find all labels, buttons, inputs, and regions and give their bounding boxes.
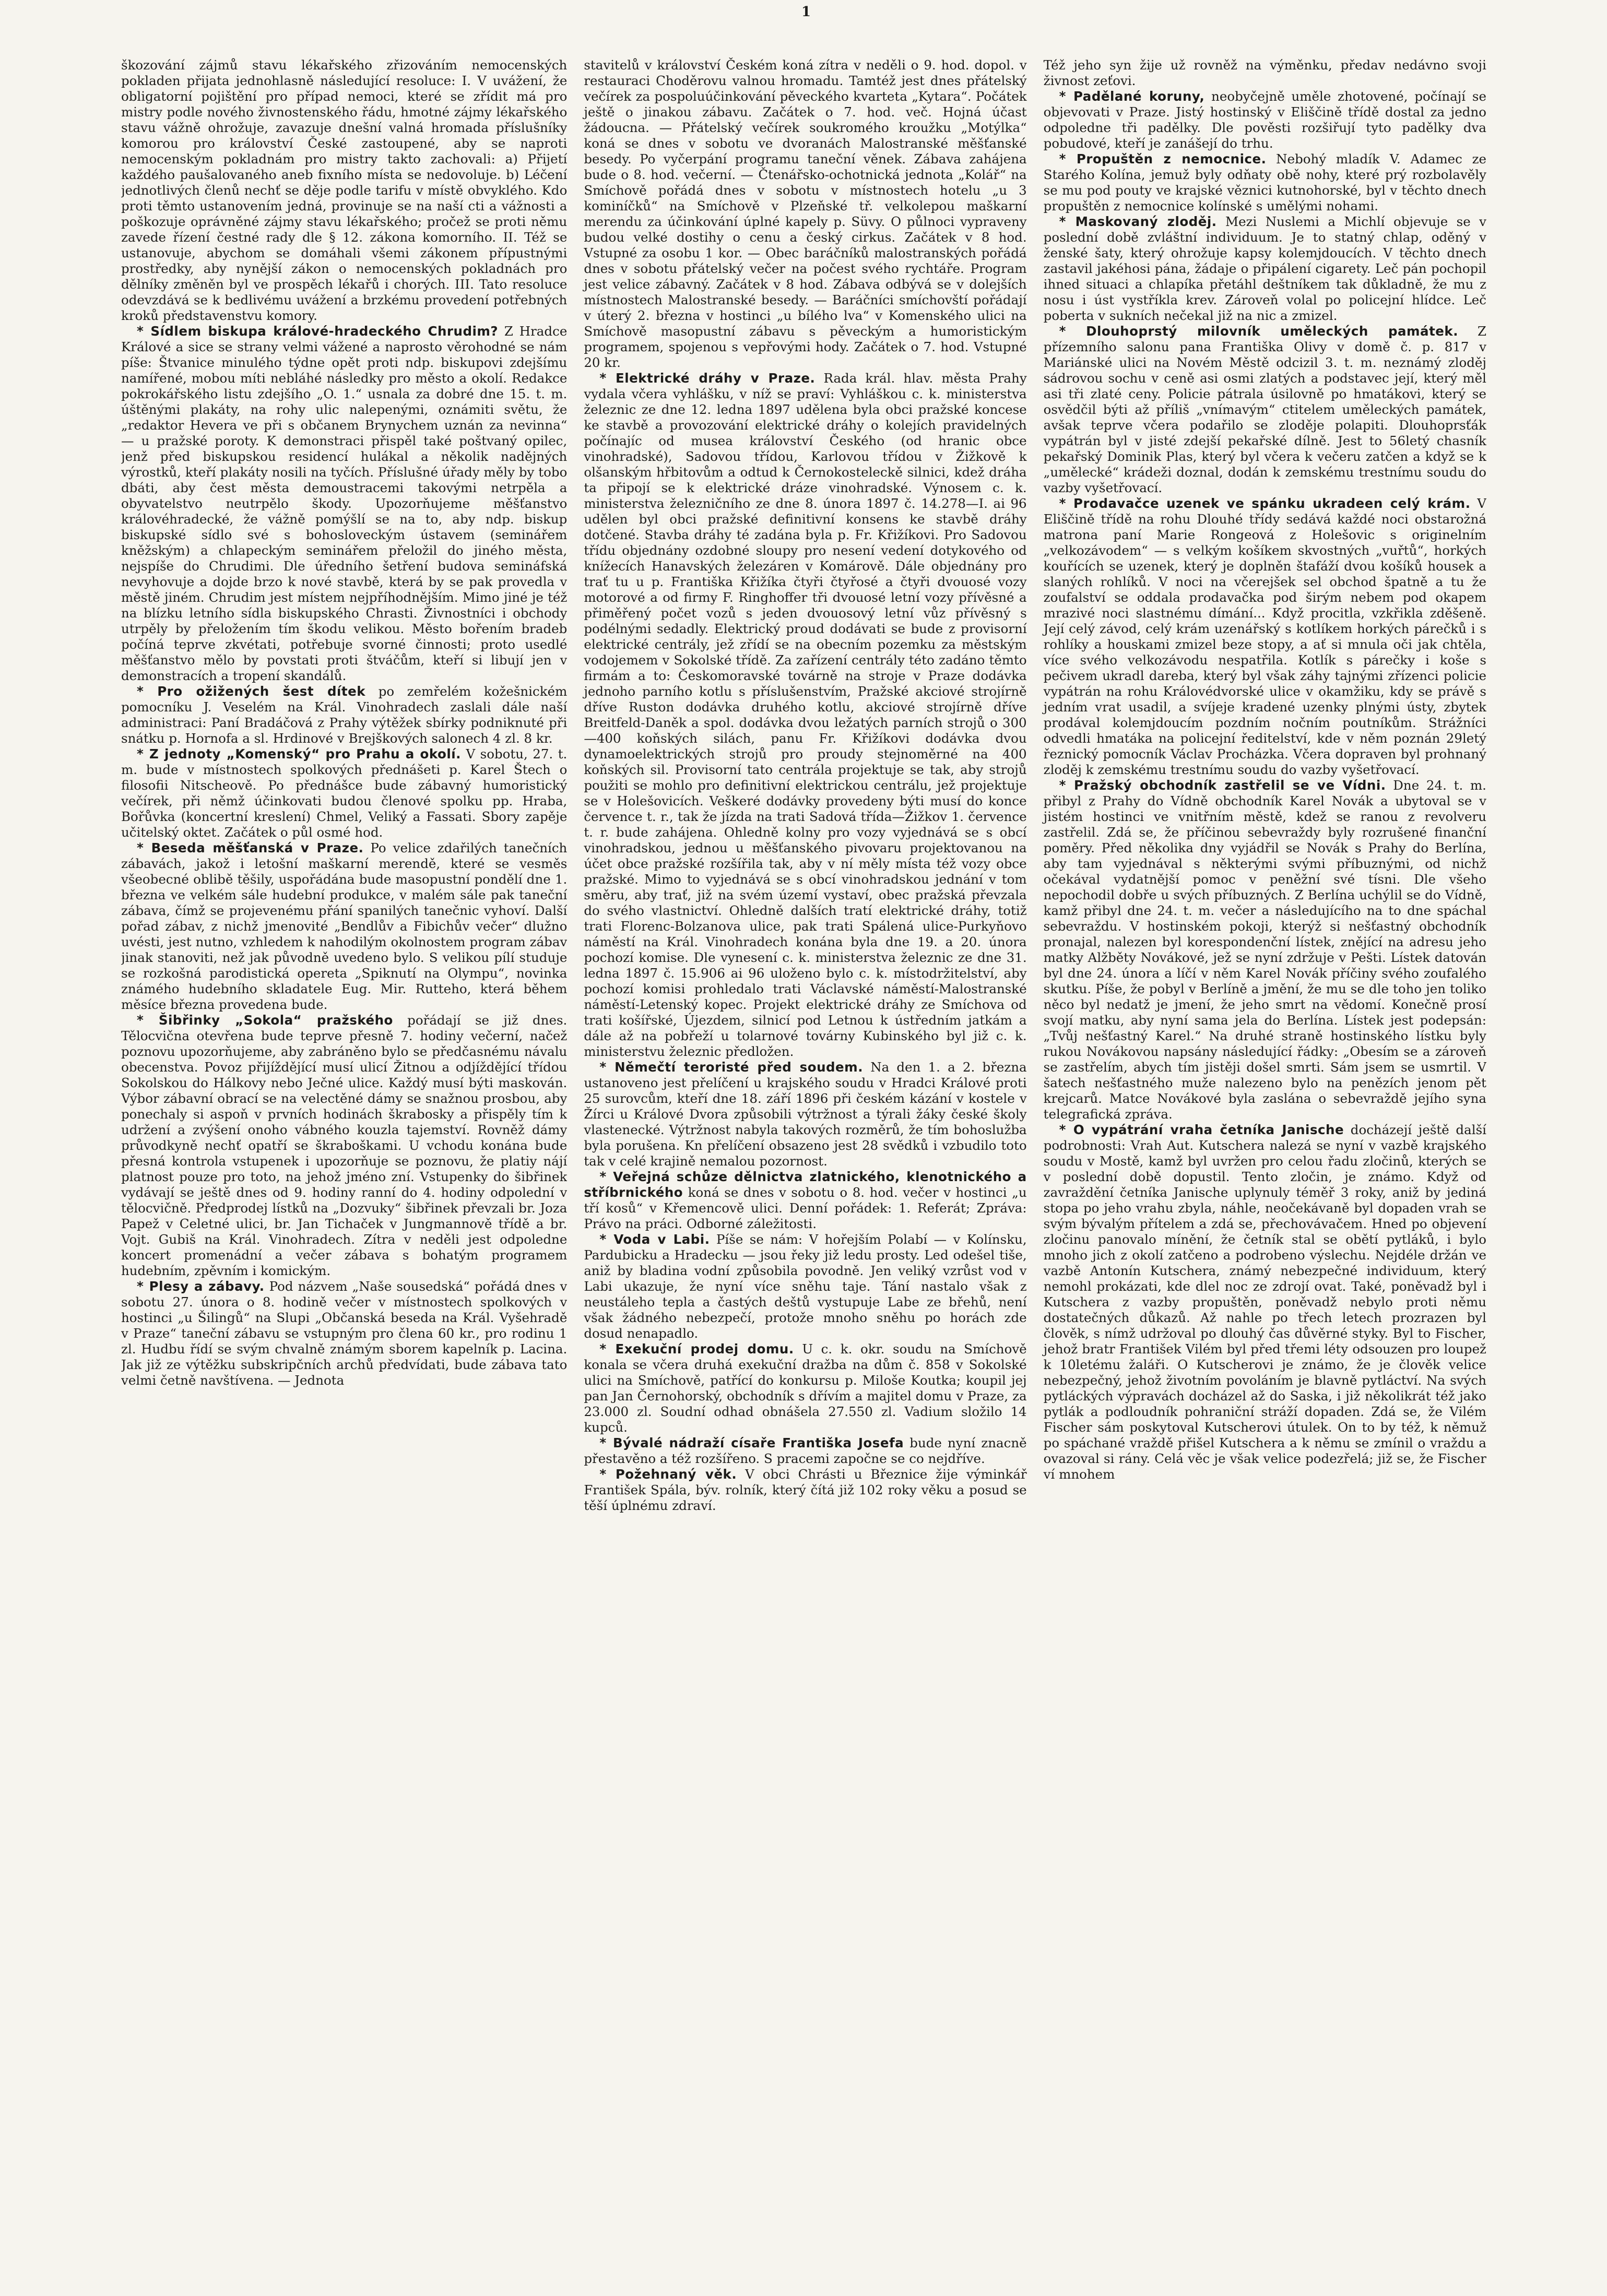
article-paragraph: [584, 1169, 1026, 1232]
article-text: Píše se nám: V hořejším Polabí — v Kolínsku, Pardubicku a Hradecku — jsou řeky již ledu prosty. Led odešel tiše, aniž by bladina vodní způsobila povodně. Jen veliký vzrůst vod v Labi ukazuje, že nyní více sněhu taje. Tání nastalo však z neustáleho tepla a častých deštů vystupuje Labe ze břehů, není však žádného nebezpečí, protože mnoho sněhu po horách zde dosud nenapadlo.: [584, 1232, 1027, 1341]
article-text: V Eliščině třídě na rohu Dlouhé třídy sedává každé noci obstarožná matrona paní Marie Rongeová z Holešovic s originelním „velkozávodem“ — s velkým košíkem skvostných „vuřtů“, horkých kouřících se uzenek, který je doplněn štafáží dvou košíků housek a slaných rohlíků. V noci na včerejšek sel obchod špatně a tu že zoufalství se oddala prodavačka pod širým nebem pod okapem mrazivé noci slastnému dímání... Když procitla, vzkřikla zděšeně. Její celý závod, celý krám uzenářský s kotlíkem horkých párečků i s rohlíky a houskami zmizel beze stopy, a ať si mnula oči jak chtěla, více svého velkozávodu nespatřila. Kotlík s párečky i koše s pečivem ukradl dareba, který byl však záhy tajnými zřízenci policie vypátrán na rohu Královédvorské ulice v okamžiku, kdy se právě s jedním vrat usadil, a svíjeje kradené uzenky plnými ústy, zbytek prodával kolemjdoucím pozdním nočním poutníkům. Strážníci odvedli hmatáka na policejní ředitelství, kde v něm poznán 29letý řeznický pomocník Václav Procházka. Včera dopraven byl prohnaný zloděj k zemskému trestnímu soudu do vazby vyšetřovací.: [1043, 496, 1486, 777]
article-paragraph: [584, 1467, 1026, 1514]
article-heading: * Dlouhoprstý milovník uměleckých památek.: [1059, 324, 1458, 339]
article-paragraph: [121, 1279, 567, 1388]
article-paragraph: [121, 840, 567, 1013]
article-text: Po velice zdařilých tanečních zábavách, jakož i letošní maškarní merendě, které se vesměs všeobecné oblibě těšily, uspořádána bude masopustní pondělí dne 1. března ve velkém sále hudební produkce, v malém sále pak taneční zábava, čímž se projevenému přání spanilých tanečnic vyhoví. Další pořad zábav, z nichž jmenovité „Bendlův a Fibichův večer“ dlužno uvésti, jest nutno, vzhledem k nahodilým okolnostem program zábav jinak stanoviti, než jak původně uvedeno bylo. S velikou pílí studuje se rozkošná parodistická opereta „Spiknutí na Olympu“, novinka známého hudebního skladatele Eug. Mir. Rutteho, která během měsíce března provedena bude.: [121, 840, 568, 1012]
article-heading: * Bývalé nádraží císaře Františka Josefa: [599, 1435, 904, 1450]
article-text: Pod názvem „Naše sousedská“ pořádá dnes v sobotu 27. února o 8. hodině večer v místnostech spolkových v hostinci „u Šilingů“ na Slupi „Občanská beseda na Král. Vyšehradě v Praze“ taneční zábavu se vstupným pro člena 60 kr., pro rodinu 1 zl. Hudbu řídí se svým chvalně známým sborem kapelník p. Lacina. Jak již ze výtěžku subskripčních archů předvídati, bude zábava tato velmi četně navštívena. — Jednota: [121, 1279, 568, 1388]
article-heading: * Pro ožižených šest dítek: [137, 684, 365, 699]
article-text: stavitelů v království Českém koná zítra v neděli o 9. hod. dopol. v restauraci Choděrovu valnou hromadu. Tamtéž jest dnes přátelský večírek za pospoluúčinkování pěveckého kvarteta „Kytara“. Počátek ještě o jinakou zábavu. Začátek o 7. hod. več. Hojná účast žádoucna. — Přátelský večírek soukromého kroužku „Motýlka“ koná se dnes v sobotu ve dvoranách Malostranské měšťanské besedy. Po vyčerpání programu taneční věnek. Zábava zahájena bude o 8. hod. večerní. — Čtenářsko-ochotnická jednota „Kolář“ na Smíchově pořádá dnes v sobotu v místnostech hotelu „u 3 kominíčků“ na Smíchově v Plzeňské tř. velkolepou maškarní merendu za účinkování úplné kapely p. Süvy. O půlnoci vypraveny budou velké dostihy o cenu a český cirkus. Začátek v 8 hod. Vstupné za osobu 1 kor. — Obec baráčníků malostranských pořádá dnes v sobotu přátelský večer na počest svého rychtáře. Program jest velice zábavný. Začátek v 8 hod. Zábava odbývá se v dolejších místnostech Malostranské besedy. — Baráčníci smíchovští pořádají v úterý 2. března v hostinci „u bílého lva“ v Komenského ulici na Smíchově masopustní zábavu s pěveckým a humoristickým programem, spojenou s vepřovými hody. Začátek o 7. hod. Vstupné 20 kr.: [584, 57, 1027, 370]
article-paragraph: [584, 57, 1026, 371]
article-text: Též jeho syn žije už rovněž na výměnku, předav nedávno svoji živnost zeťovi.: [1043, 57, 1486, 88]
article-text: škozování zájmů stavu lékařského zřizováním nemocenských pokladen přijata jednohlasně následující resoluce: I. V uvážení, že obligatorní pojištění pro případ nemoci, které se zřídit má pro mistry podle nového živnostenského řádu, hmotné zájmy lékařského stavu vážně ohrožuje, zavazuje dnešní valná hromada příslušníky komorou pro království České zastoupené, aby se naproti nemocenským pokladnám pro mistry takto zachovali: a) Přijetí každého paušalovaného aneb fixního místa se nedovoluje. b) Léčení jednotlivých členů nechť se děje podle tarifu v místě obvyklého. Kdo proti těmto ustanovením jedná, provinuje se na naší cti a vážnosti a poškozuje oprávněné zájmy stavu lékařského; pročež se proti němu zavede řízení čestné rady dle § 12. zákona komorního. II. Též se ustanovuje, abychom se domáhali všemi zákonem přípustnými prostředky, aby nynější zákon o nemocenských pokladnách pro dělníky změněn byl ve prospěch lékařů i chorých. III. Tato resoluce odevzdává se k bedlivému uvážení a brzkému provedení potřebných kroků představenstvu komory.: [121, 57, 568, 323]
column-1: [121, 57, 567, 2205]
article-heading: * O vypátrání vraha četníka Janische: [1059, 1122, 1344, 1137]
article-paragraph: [1044, 214, 1486, 324]
article-text: Dne 24. t. m. přibyl z Prahy do Vídně obchodník Karel Novák a ubytoval se v jistém hostinci ve vnitřním městě, kdež se ranou z revolveru zastřelil. Zdá se, že příčinou sebevraždy byly rozrušené finanční poměry. Před několika dny vyjádřil se Novák s Prahy do Berlína, aby tam vyjednával s některými svými příbuznými, od nichž očekával vydatnější pomoc v peněžní své tísni. Dle všeho nepochodil dobře u svých příbuzných. Z Berlína uchýlil se do Vídně, kamž přibyl dne 24. t. m. večer a následujícího na to dne spáchal sebevraždu. V hostinském pokoji, kterýž si nešťastný obchodník pronajal, nalezen byl korespondenční lístek, znějící na adresu jeho matky Alžběty Novákové, jež se nyní zdržuje v Pešti. Lístek datován byl dne 24. února a líčí v něm Karel Novák příčiny svého zoufalého skutku. Píše, že pobyl v Berlíně a jmění, že mu se dle toho jen toliko něco byl nedatž je jmení, že jeho smrt na vědomí. Konečně prosí svojí matku, aby nyní sama jela do Berlína. Lístek jest podepsán: „Tvůj nešťastný Karel.“ Na druhé straně hostinského lístku byly rukou Novákovou napsány následující řádky: „Obesím se a zároveň se zastřelím, abych tím jistěji došel smrti. Sám jsem se usmrtil. V šatech nešťastného muže nalezeno bylo na penězích jenom pět krejcarů. Matce Novákové byla zaslána o sebevraždě jejího syna telegrafická zpráva.: [1043, 778, 1486, 1122]
article-paragraph: [1044, 151, 1486, 214]
article-paragraph: [584, 1232, 1026, 1341]
article-text: Z Hradce Králové a sice se strany velmi vážené a naprosto věrohodné se nám píše: Štvanice minulého týdne opět proti ndp. biskupovi zdejšímu namířené, mobou míti nebláhé následky pro město a okolí. Redakce pokrokářského listu zdejšího „O. 1.“ usnala za dobré dne 15. t. m. úštěnými plakáty, na rohy ulic nalepenými, oznámiti světu, že „redaktor Hevera ve při s občanem Brynychem uznán za nevinna“ — u pražské poroty. K demonstraci přispěl také poštvaný opilec, jenž před biskupskou residencí hulákal a několik nadějných výrostků, kteří plakáty nosili na tyčích. Příslušné úřady měly by tobo dbáti, aby čest města demoustracemi takovými netrpěla a obyvatelstvo neutrpělo škody. Upozorňujeme měšťanstvo královéhradecké, že vážně pomýšlí se na to, aby ndp. biskup biskupské sídlo své s bohosloveckým ústavem (seminářem kněžským) a chlapeckým seminářem přeložil do jiného města, nejspíše do Chrudimi. Dle úředního šetření budova semináfská nevyhovuje a dojde brzo k nové stavbě, která by se pak provedla v městě jiném. Chrudim jest místem nejpříhodnějším. Mimo jiné je též na blízku letního sídla biskupského Chrasti. Živnostníci i obchody utrpěly by přeložením tím škodu velikou. Město bořením bradeb počíná teprve zkvétati, potřebuje svorné činnosti; proto usedlé měšťanstvo mělo by povstati proti štváčům, kteří si libují jen v demonstracích a tropení skandálů.: [121, 324, 568, 683]
article-heading: * Padělané koruny,: [1059, 89, 1205, 104]
article-heading: * Plesy a zábavy.: [137, 1279, 265, 1294]
article-paragraph: [121, 324, 567, 684]
article-text: Nebohý mladík V. Adamec ze Starého Kolína, jemuž byly odňaty obě nohy, které prý rozbolavěly se mu pod pouty ve krajské věznici kutnohorské, byl v těchto dnech propuštěn z nemocnice kolínské s umělými nohami.: [1043, 151, 1486, 213]
article-paragraph: [584, 1435, 1026, 1467]
article-paragraph: [584, 1341, 1026, 1435]
article-paragraph: [1044, 778, 1486, 1122]
article-text: koná se dnes v sobotu o 8. hod. večer v hostinci „u tří kosů“ v Křemencově ulici. Denní pořádek: 1. Referát; Zpráva: Právo na práci. Odborné záležitosti.: [584, 1185, 1027, 1231]
article-heading: * Propuštěn z nemocnice.: [1059, 151, 1267, 166]
article-text: Rada král. hlav. města Prahy vydala včera vyhlášku, v níž se praví: Vyhláškou c. k. ministerstva železnic ze dne 12. ledna 1897 udělena byla obci pražské koncese ke stavbě a provozování elektrické dráhy o kolejích pravidelných počínajíc od musea království Českého (od hranic obce vinohradské), Sadovou třídou, Karlovou třídou v Žižkově k olšanským hřbitovům a odtud k Černokosteleckě silnici, kdež dráha ta připojí se k elektrické dráze vinohradské. Výnosem c. k. ministerstva železničního ze dne 8. února 1897 č. 14.278—I. ai 96 udělen byl obci pražské definitivní konsens ke stavbě dráhy dotčené. Stavba dráhy té zadána byla p. Fr. Křižíkovi. Pro Sadovou třídu objednány ozdobné sloupy pro nesení vedení dotykového od knížecích Hanavských železáren v Komárově. Dále objednány pro trať tu u p. Františka Křižíka čtyři čtyřosé a čtyři dvouosé vozy motorové a od firmy F. Ringhoffer tři dvouosé letní vozy přívěsné a přiměřený počet vozů s jeden dvouosový letní vůz přívěsný s podélnými sedadly. Elektrický proud dodávati se bude z provisorní elektrické centrály, jež zřídí se na obecním pozemku za městským vodojemem v Sokolské třídě. Za zařízení centrály této zadáno těmto firmám a to: Českomoravské továrně na stroje v Praze dodávka jednoho parního kotlu s příslušenstvím, Pražské akciové strojírně dříve Ruston dodávka druhého kotlu, akciové strojírně dříve Breitfeld-Daněk a spol. dodávka dvou ležatých parních strojů o 300—400 koňských silách, panu Fr. Křižíkovi dodávka dvou dynamoelektrických strojů pro proudy stejnoměrné na 400 koňských sil. Provisorní tato centrála projektuje se tak, aby strojů použiti se mohlo pro definitivní elektrickou centrálu, jež projektuje se v Holešovicích. Veškeré dodávky provedeny býti musí do konce července t. r., tak že jízda na trati Sadová třída—Žižkov 1. července t. r. bude zahájena. Ohledně kolny pro vozy vyjednává se s obcí vinohradskou, jednou u měšťanského pivovaru projektovanou na účet obce pražské rozšířila tak, aby v ní měly místa též vozy obce pražské. Mimo to vyjednává se s obcí vinohradskou jednání v tom směru, aby trať, již na svém území vystaví, obec pražská převzala do svého vlastnictví. Ohledně dalších tratí elektrické dráhy, totiž trati Florenc-Bolzanova ulice, pak trati Spálená ulice-Purkyňovo náměstí na Král. Vinohradech konána byla dne 19. a 20. února pochozí komise. Dle vynesení c. k. ministerstva železnic ze dne 31. ledna 1897 č. 15.906 ai 96 uloženo bylo c. k. místodržitelství, aby pochozí komisi prohledalo trati Václavské náměstí-Malostranské náměstí-Letenský kopec. Projekt elektrické dráhy ze Smíchova od trati košířské, Újezdem, silnicí pod Letnou k ústředním jatkám a dále až na pobřeží u tolarnové továrny Kubinského byl již c. k. ministerstvu železnic předložen.: [584, 371, 1027, 1059]
article-text: Mezi Nuslemi a Michlí objevuje se v poslední době zvláštní individuum. Je to statný chlap, oděný v ženské šaty, který ohrožuje kapsy kolemjdoucích. V těchto dnech zastavil jakéhosi pána, žádaje o připálení cigarety. Leč pán pochopil ihned situaci a chlapíka přetáhl deštníkem tak důkladně, že mu z nosu i úst vystříkla krev. Zároveň volal po policejní hlídce. Leč poberta v sukních nečekal již na nic a zmizel.: [1043, 214, 1486, 323]
scan-mark: 1: [801, 4, 811, 20]
article-heading: * Sídlem biskupa králové-hradeckého Chrudim?: [137, 324, 498, 339]
article-paragraph: [584, 371, 1026, 1060]
article-paragraph: [1044, 1122, 1486, 1482]
column-2: [581, 57, 1026, 2205]
article-text: U c. k. okr. soudu na Smíchově konala se včera druhá exekuční dražba na dům č. 858 v Sokolské ulici na Smíchově, patřící do konkursu p. Miloše Koutka; koupil jej pan Jan Černohorský, obchodník s dřívím a majitel domu v Praze, za 23.000 zl. Soudní odhad obnášela 27.550 zl. Vadium složilo 14 kupců.: [584, 1341, 1027, 1435]
article-heading: * Z jednoty „Komenský“ pro Prahu a okolí.: [137, 746, 461, 762]
column-3: [1041, 57, 1486, 2205]
article-paragraph: [1044, 89, 1486, 151]
article-heading: * Němečtí teroristé před soudem.: [599, 1060, 863, 1075]
article-heading: * Požehnaný věk.: [599, 1467, 737, 1482]
article-heading: * Beseda měšťanská v Praze.: [137, 840, 363, 855]
article-text: docházejí ještě další podrobnosti: Vrah Aut. Kutschera nalezá se nyní v vazbě krajského soudu v Mostě, kamž byl uvržen pro celou řadu zločinů, kterých se v poslední době dopustil. Tento zločin, je známo. Když od zavraždění četníka Janische uplynuly téměř 3 roky, aniž by jediná stopa po jeho vrahu zbyla, náhle, neočekávaně byl dopaden vrah se svým bývalým přítelem a zdá se, přechovávačem. Hned po objevení zločinu panovalo mínění, že četník stal se obětí pytláků, i bylo mnoho jich z okolí zatčeno a podrobeno výslechu. Nejdéle držán ve vazbě Antonín Kutschera, známý nebezpečné individuum, který nemohl prokázati, kde dlel noc ze zdrojí ovat. Také, poněvadž byl i Kutschera z vazby propuštěn, poněvadž nebylo proti němu dostatečných důkazů. Až nahle po třech letech prozrazen byl člověk, s nímž udržoval po dlouhý čas důvěrné styky. Byl to Fischer, jehož bratr František Vilém byl před třemi léty odsouzen pro loupež k 10letému žaláři. O Kutscherovi je známo, že je člověk velice nebezpečný, jehož životním povoláním je blavně pytláctví. Na svých pytláckých výpravách docházel až do Saska, i již několikrát též jako pytlák a podloudník pohraniční stráží dopaden. Zdá se, že Vilém Fischer sám poskytoval Kutscherovi útulek. On to by též, k němuž po spáchané vraždě přišel Kutschera a k němu se zmínil o vraždu a ovazoval si rány. Celá věc je však velice podezřelá; již se, že Fischer ví mnohem: [1043, 1122, 1486, 1482]
article-paragraph: [121, 684, 567, 746]
article-text: pořádají se již dnes. Tělocvična otevřena bude teprve přesně 7. hodiny večerní, načež poznovu upozorňujeme, aby zabráněno bylo se předčasnému návalu obecenstva. Povoz přijíždějící musí ulicí Žitnou a odjíždějící třídou Sokolskou do Hálkovy nebo Ječné ulice. Každý musí býti maskován. Výbor zábavní obrací se na velectěné dámy se snažnou prosbou, aby ponechaly si aspoň v prvních hodinách škrabosky a přispěly tím k udržení a zvýšení onoho vábného kouzla tajemství. Rovněž dámy průvodkyně nechť opatří se škraboškami. U vchodu konána bude přesná kontrola vstupenek i upozorňuje se poznovu, že platiy nájí platnost pouze pro toto, na jehož jméno zní. Vstupenky do šibřinek vydávají se ještě dnes od 9. hodiny ranní do 4. hodiny odpolední v tělocvičně. Předprodej lístků na „Dozvuky“ šibřinek převzali br. Joza Papež v Celetné ulici, br. Jan Tichaček v Jungmannově třídě a br. Vojt. Gubiš na Král. Vinohradech. Zítra v neděli jest odpoledne koncert promenádní a večer zábava s bohatým programem hudebním, zpěvním i komickým.: [121, 1013, 568, 1278]
article-heading: * Šibřinky „Sokola“ pražského: [137, 1013, 393, 1028]
article-text: neobyčejně uměle zhotovené, počínají se objevovati v Praze. Jistý hostinský v Eliščině třídě dostal za jedno odpoledne tři padělky. Dle pověsti rozšiřují tyto padělky dva pobudové, kteří je zanášejí do trhu.: [1043, 89, 1486, 151]
article-columns: [121, 57, 1486, 2205]
article-paragraph: [121, 57, 567, 324]
article-paragraph: [1044, 57, 1486, 89]
article-heading: * Voda v Labi.: [599, 1232, 710, 1247]
article-paragraph: [1044, 496, 1486, 778]
article-heading: * Elektrické dráhy v Praze.: [599, 371, 815, 386]
article-paragraph: [584, 1060, 1026, 1169]
article-heading: * Exekuční prodej domu.: [599, 1341, 794, 1357]
article-heading: * Pražský obchodník zastřelil se ve Vídni.: [1059, 778, 1386, 793]
article-heading: * Prodavačce uzenek ve spánku ukradeen celý krám.: [1059, 496, 1471, 511]
article-text: bude nyní znacně přestavěno a též rozšířeno. S pracemi započne se co nejdříve.: [584, 1435, 1027, 1466]
article-text: Z přízemního salonu pana Františka Olivy v domě č. p. 817 v Mariánské ulici na Novém Městě odcizil 3. t. m. neznámý zloděj sádrovou sochu v ceně asi osmi zlatých a podstavec její, který měl asi tři zlaté ceny. Policie pátrala úsilovně po hmatákovi, který se osvědčil býti až příliš „vnímavým“ ctitelem uměleckých památek, avšak teprve včera podařilo se zloděje polapiti. Dlouhoprsťák vypátrán byl v jisté zdejší pekařské dílně. Jest to 56letý chasník pekařský Dominik Plas, který byl včera k večeru zatčen a když se k „umělecké“ krádeži doznal, dodán k zemskému trestnímu soudu do vazby vyšetřovací.: [1043, 324, 1486, 495]
article-text: V sobotu, 27. t. m. bude v místnostech spolkových přednášeti p. Karel Štech o filosofii Nitscheově. Po přednášce bude zábavný humoristický večírek, při němž účinkovati budou členové spolku pp. Hraba, Bořůvka (koncertní kreslení) Chmel, Veliký a Fassati. Sbory zapěje učitelský oktet. Začátek o půl osmé hod.: [121, 746, 568, 840]
article-paragraph: [121, 746, 567, 840]
article-text: V obci Chrásti u Březnice žije výminkář František Spála, býv. rolník, který čítá již 102 roky věku a posud se těší úplnému zdraví.: [584, 1467, 1027, 1513]
article-heading: * Maskovaný zloděj.: [1059, 214, 1217, 229]
article-text: po zemřelém kožešnickém pomocníku J. Veselém na Král. Vinohradech zaslali dále naší administraci: Paní Bradáčová z Prahy výtěžek sbírky podniknuté při snátku p. Hornofa a sl. Hrdinové v Brejškových salonech 4 zl. 8 kr.: [121, 684, 568, 746]
article-heading: * Veřejná schůze dělnictva zlatnického, klenotnického a stříbrnického: [584, 1169, 1026, 1200]
article-paragraph: [1044, 324, 1486, 496]
article-paragraph: [121, 1013, 567, 1279]
article-text: Na den 1. a 2. března ustanoveno jest přelíčení u krajského soudu v Hradci Králové proti 25 surovcům, kteří dne 18. září 1896 při českém kázání v kostele v Žírci u Králové Dvora způsobili výtržnost a týrali žáky české školy vlastenecké. Výtržnost nabyla takových rozměrů, že tím bohoslužba byla porušena. Kn přelíčení obsazeno jest 28 svědků i vzbudilo toto tak v celé krajině nemalou pozornost.: [584, 1060, 1027, 1169]
